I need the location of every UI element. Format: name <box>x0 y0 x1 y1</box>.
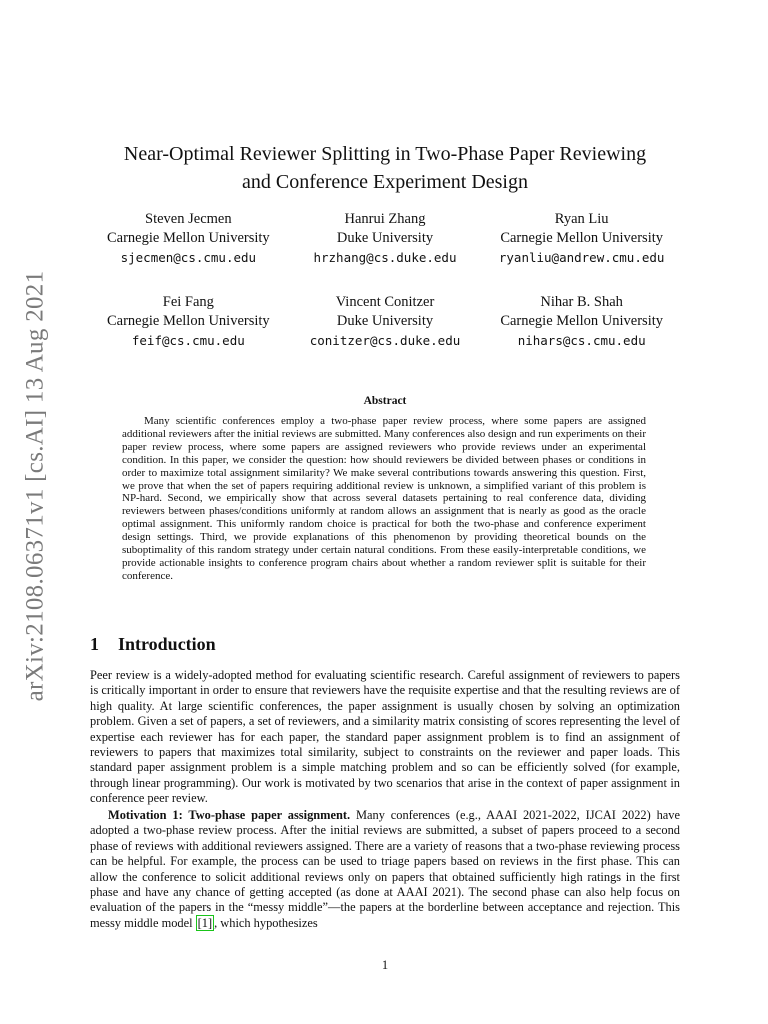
author-name: Vincent Conitzer <box>335 294 435 310</box>
author-email: conitzer@cs.duke.edu <box>309 333 461 348</box>
author-entry <box>287 210 484 267</box>
author-entry <box>483 210 680 267</box>
intro-paragraph-2 <box>90 808 680 931</box>
abstract-heading: Abstract <box>363 395 407 407</box>
section-number: 1 <box>90 634 99 654</box>
citation-link[interactable]: [1] <box>197 915 213 930</box>
motivation-run-in-heading: Motivation 1: Two-phase paper assignment. <box>108 808 351 822</box>
intro-paragraph-1: Peer review is a widely-adopted method for evaluating scientific research. Careful assignment of reviewers to papers is critically important in order to ensure that reviewers have the requisite expertise and that the resulting reviews are of high quality. At large scientific conferences, the paper assignment is usually chosen by solving an optimization problem. Given a set of papers, a set of reviewers, and a similarity matrix consisting of scores representing the level of expertise each reviewer has for each paper, the standard paper assignment problem is to find an assignment of reviewers to papers that maximizes total similarity, subject to constraints on the reviewer and paper loads. This standard paper assignment problem is a simple matching problem and so can be efficiently solved (for example, through linear programming). Our work is motivated by two scenarios that arise in the context of paper assignment in conference peer review. <box>90 668 680 806</box>
arxiv-identifier-text: arXiv:2108.06371v1 [cs.AI] 13 Aug 2021 <box>21 270 49 702</box>
author-affiliation: Duke University <box>336 230 434 246</box>
motivation-text: Many conferences (e.g., AAAI 2021-2022, IJCAI 2022) have adopted a two-phase review process. After the initial reviews are submitted, a subset of papers proceed to a second phase of reviews with additional reviewers assigned. There are a variety of reasons that a two-phase reviewing process can be helpful. For example, the process can be used to triage papers based on reviews in the first phase. This can allow the conference to solicit additional reviews only on papers that obtained sufficiently high ratings in the first phase and have any chance of getting accepted (as done at AAAI 2021). The second phase can also help focus on evaluation of the papers in the “messy middle”—the papers at the borderline between acceptance and rejection. This messy middle model <box>90 808 680 930</box>
author-name: Nihar B. Shah <box>540 294 623 310</box>
author-entry <box>483 293 680 350</box>
author-affiliation: Carnegie Mellon University <box>500 313 663 329</box>
section-title: Introduction <box>118 634 216 654</box>
title-line-2: and Conference Experiment Design <box>241 171 528 193</box>
author-entry <box>287 293 484 350</box>
author-name: Hanrui Zhang <box>344 211 426 227</box>
arxiv-identifier-stamp <box>12 270 58 702</box>
author-email: hrzhang@cs.duke.edu <box>313 250 457 265</box>
motivation-text-tail: , which hypothesizes <box>214 915 318 930</box>
author-entry <box>90 210 287 267</box>
author-affiliation: Carnegie Mellon University <box>500 230 663 246</box>
author-name: Fei Fang <box>162 294 214 310</box>
author-affiliation: Carnegie Mellon University <box>106 313 270 329</box>
author-email: sjecmen@cs.cmu.edu <box>120 250 257 265</box>
author-email: ryanliu@andrew.cmu.edu <box>498 250 665 265</box>
author-entry <box>90 293 287 350</box>
paper-title <box>90 140 680 196</box>
author-block <box>90 210 680 350</box>
page-number: 1 <box>381 958 389 972</box>
author-email: nihars@cs.cmu.edu <box>517 333 646 348</box>
author-email: feif@cs.cmu.edu <box>131 333 245 348</box>
author-affiliation: Duke University <box>336 313 434 329</box>
author-name: Ryan Liu <box>554 211 609 227</box>
title-line-1: Near-Optimal Reviewer Splitting in Two-Phase Paper Reviewing <box>123 143 647 165</box>
author-affiliation: Carnegie Mellon University <box>106 230 270 246</box>
section-heading <box>90 634 216 655</box>
abstract-text: Many scientific conferences employ a two-phase paper review process, where some papers are assigned additional reviewers after the initial reviews are submitted. Many conferences also design and run experiments on their paper review process, where some papers are assigned reviewers who provide reviews under an experimental condition. In this paper, we consider the question: how should reviewers be divided between phases or conditions in order to maximize total assignment similarity? We make several contributions towards answering this question. First, we prove that when the set of papers requiring additional review is unknown, a simplified variant of this problem is NP-hard. Second, we empirically show that across several datasets pertaining to real conference data, dividing reviewers between phases/conditions uniformly at random allows an assignment that is nearly as good as the oracle optimal assignment. This uniformly random choice is practical for both the two-phase and conference experiment design settings. Third, we provide explanations of this phenomenon by providing theoretical bounds on the suboptimality of this random strategy under certain natural conditions. From these easily-interpretable conditions, we provide actionable insights to conference program chairs about whether a random reviewer split is suitable for their conference. <box>122 415 646 582</box>
author-name: Steven Jecmen <box>145 211 232 227</box>
